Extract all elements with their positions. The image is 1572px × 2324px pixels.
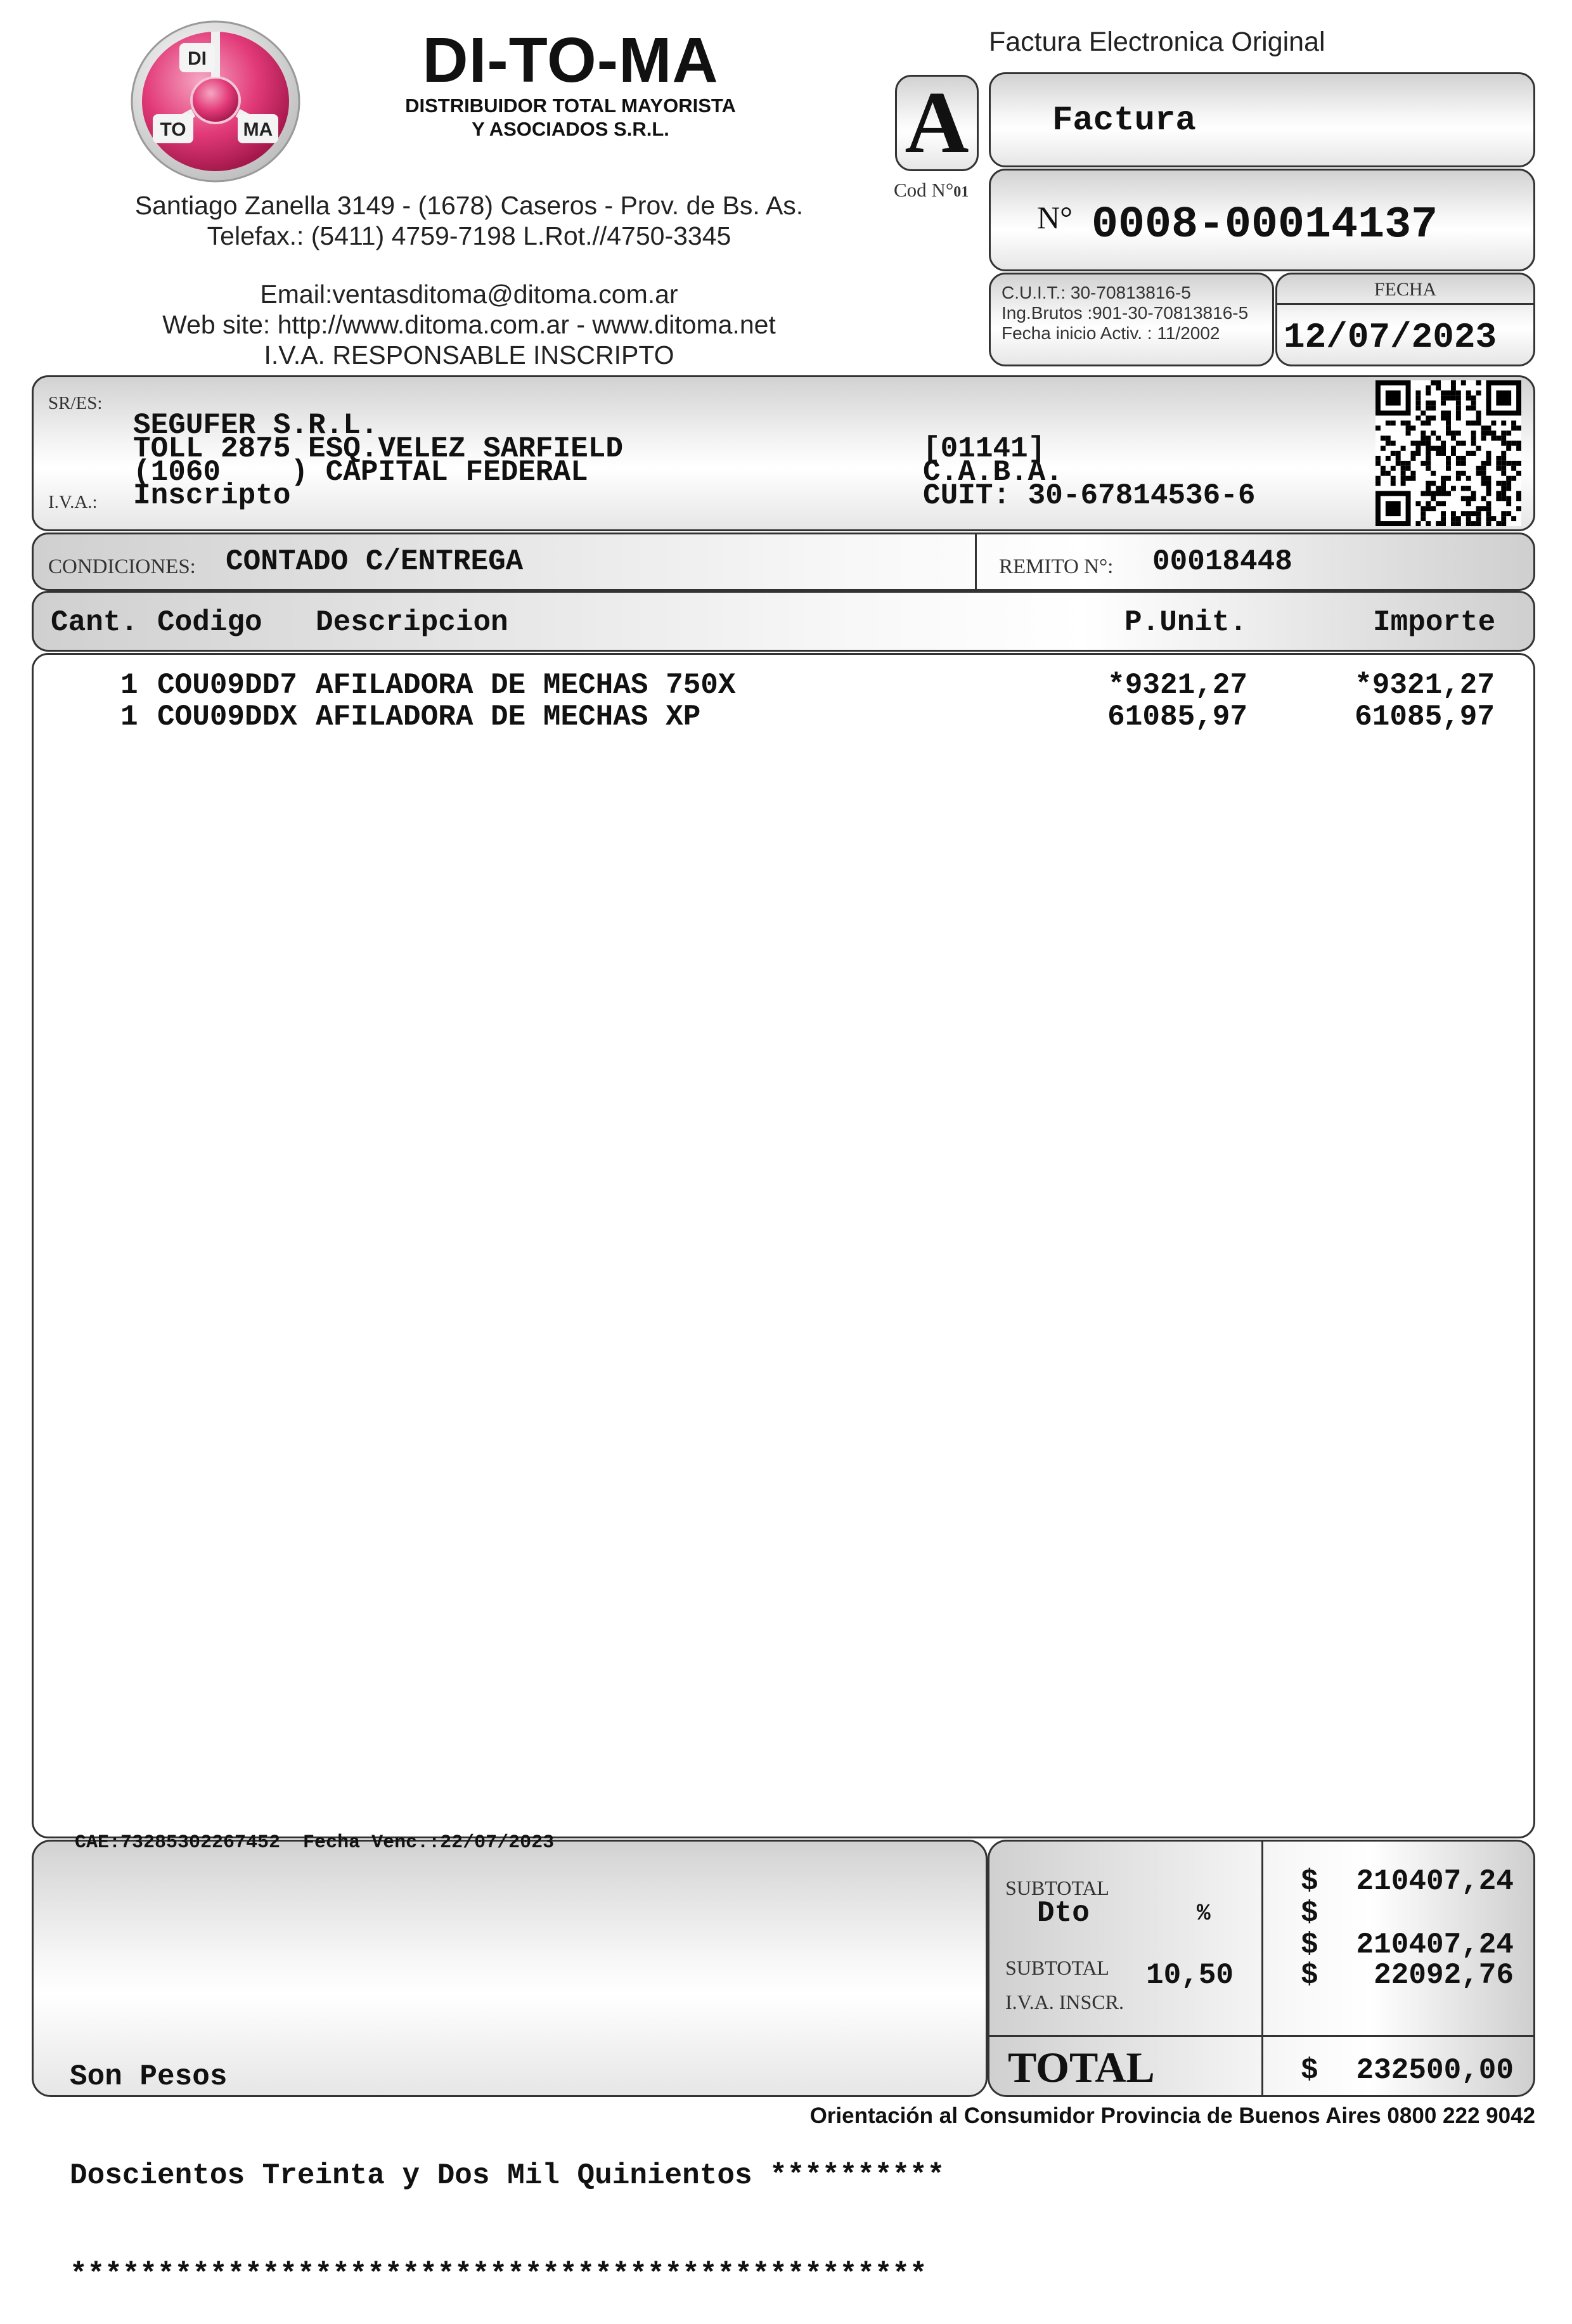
totals-divider [1261,1842,1263,2095]
amount-words-line: Doscientos Treinta y Dos Mil Quinientos ********** [70,2159,945,2192]
conditions-value: CONTADO C/ENTREGA [226,545,524,578]
client-code: [01141] [923,432,1046,465]
currency-symbol: $ [1301,1865,1318,1898]
subtotal-value: 210407,24 [1356,1865,1514,1898]
total-separator [989,2035,1533,2037]
tagline-line: Y ASOCIADOS S.R.L. [472,118,669,140]
col-header-cant: Cant. [51,606,139,639]
invoice-letter: A [905,74,969,172]
cod-value: 01 [953,184,969,200]
remito-label: REMITO N°: [999,555,1114,578]
col-header-importe: Importe [1373,606,1496,639]
date-divider [1275,303,1535,305]
company-contact [95,279,843,370]
row-punit: *9321,27 [1107,669,1247,702]
row-importe: 61085,97 [1355,700,1495,733]
row-cant: 1 [120,669,138,702]
logo-text-to: TO [160,119,186,140]
phone-line: Telefax.: (5411) 4759-7198 L.Rot.//4750-3345 [207,221,731,250]
total-label: TOTAL [1008,2043,1155,2091]
company-tagline [355,94,786,141]
qr-code [1376,380,1521,526]
company-address [95,190,843,251]
client-city: (1060 ) CAPITAL FEDERAL [133,456,588,489]
row-descripcion: AFILADORA DE MECHAS 750X [316,669,736,702]
client-province: C.A.B.A. [923,456,1063,489]
row-punit: 61085,97 [1107,700,1247,733]
row-cant: 1 [120,700,138,733]
remito-number: 00018448 [1152,545,1292,578]
subtotal-label: SUBTOTAL [1005,1876,1109,1899]
date-label: FECHA [1374,279,1437,300]
col-header-punit: P.Unit. [1124,606,1247,639]
client-iva: Inscripto [133,479,291,512]
iva-value: 22092,76 [1374,1959,1514,1992]
cod-number [894,179,969,202]
amount-in-words [70,1994,944,2324]
invoice-number-prefix: N° [1037,200,1073,235]
subtotal2-label: SUBTOTAL [1005,1956,1109,1979]
client-street: TOLL 2875 ESQ.VELEZ SARFIELD [133,432,623,465]
cae-info: CAE:73285302267452 Fecha Venc.:22/07/2023 [75,1832,555,1854]
consumer-notice: Orientación al Consumidor Provincia de Buenos Aires 0800 222 9042 [809,2103,1535,2128]
col-header-codigo: Codigo [157,606,262,639]
invoice-type: Factura [1052,101,1196,140]
invoice-number: 0008-00014137 [1092,200,1438,250]
iva-status-line: I.V.A. RESPONSABLE INSCRIPTO [264,340,674,370]
conditions-label: CONDICIONES: [48,555,196,578]
client-iva-label: I.V.A.: [48,492,98,512]
amount-words-line: ************************************************* [70,2258,927,2291]
iva-label: I.V.A. INSCR. [1005,1991,1124,2013]
email-line: Email:ventasditoma@ditoma.com.ar [260,280,678,309]
client-name: SEGUFER S.R.L. [133,409,378,442]
document-title: Factura Electronica Original [989,27,1325,57]
total-value: 232500,00 [1356,2054,1514,2087]
col-header-descripcion: Descripcion [316,606,508,639]
row-descripcion: AFILADORA DE MECHAS XP [316,700,701,733]
currency-symbol: $ [1301,2054,1318,2087]
logo-text-ma: MA [243,119,273,140]
subtotal2-value: 210407,24 [1356,1928,1514,1961]
cod-label: Cod N° [894,179,954,201]
invoice-date: 12/07/2023 [1284,317,1497,358]
row-codigo: COU09DDX [157,700,297,733]
table-body-box [32,653,1535,1838]
currency-symbol: $ [1301,1959,1318,1992]
conditions-divider [975,534,977,589]
iva-rate: 10,50 [1146,1959,1234,1992]
issuer-ingresos-brutos: Ing.Brutos :901-30-70813816-5 [1002,303,1249,323]
row-codigo: COU09DD7 [157,669,297,702]
issuer-cuit: C.U.I.T.: 30-70813816-5 [1002,283,1191,302]
logo-text-di: DI [188,48,207,69]
dto-label: Dto [1037,1897,1090,1930]
currency-symbol: $ [1301,1928,1318,1961]
client-label: SR/ES: [48,393,103,413]
company-name: DI-TO-MA [422,25,719,96]
dto-pct-label: % [1197,1901,1211,1927]
company-logo [130,19,301,184]
row-importe: *9321,27 [1355,669,1495,702]
amount-words-line: Son Pesos [70,2060,228,2093]
website-line: Web site: http://www.ditoma.com.ar - www.ditoma.net [162,310,776,339]
client-cuit: CUIT: 30-67814536-6 [923,479,1256,512]
issuer-tax-info [1002,283,1248,344]
currency-symbol: $ [1301,1897,1318,1930]
address-line: Santiago Zanella 3149 - (1678) Caseros - Prov. de Bs. As. [134,191,804,220]
tagline-line: DISTRIBUIDOR TOTAL MAYORISTA [405,94,736,117]
issuer-activity-start: Fecha inicio Activ. : 11/2002 [1002,323,1220,343]
